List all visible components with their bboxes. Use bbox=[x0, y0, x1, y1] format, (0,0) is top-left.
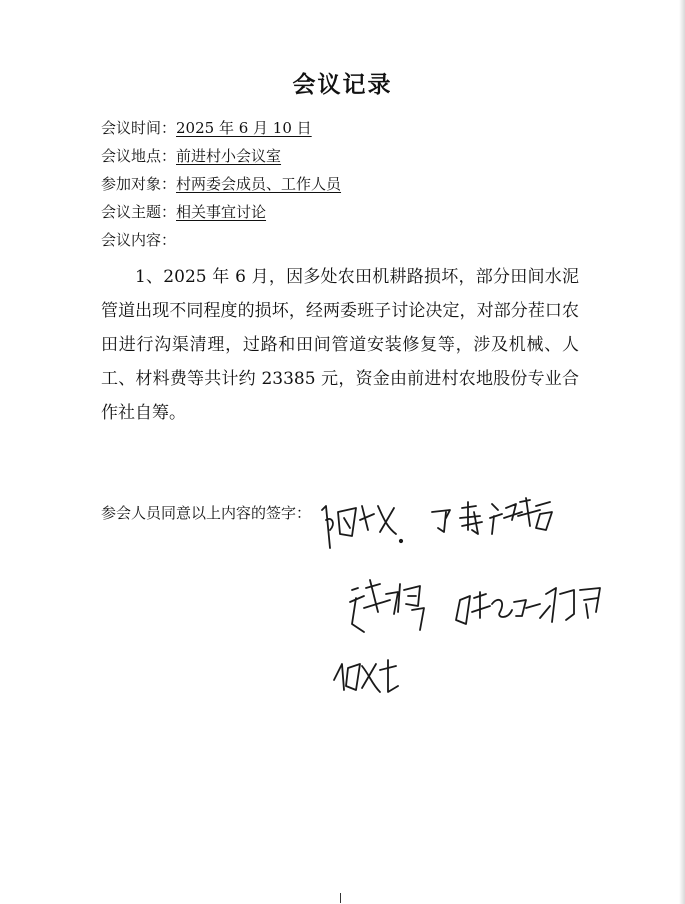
meeting-location-label: 会议地点： bbox=[101, 147, 177, 165]
attendees-value: 村两委会成员、工作人员 bbox=[176, 175, 342, 193]
meeting-location-value: 前进村小会议室 bbox=[176, 147, 282, 165]
meeting-content-row bbox=[101, 230, 176, 250]
signature-5 bbox=[456, 592, 540, 624]
signature-7 bbox=[334, 660, 398, 692]
signature-4 bbox=[350, 580, 424, 632]
meeting-time-row bbox=[101, 118, 312, 138]
meeting-content-label: 会议内容： bbox=[101, 231, 177, 249]
page-marker bbox=[340, 893, 341, 903]
meeting-content-paragraph: 1、2025 年 6 月，因多处农田机耕路损坏，部分田间水泥管道出现不同程度的损坏，经两委班子讨论决定，对部分茬口农田进行沟渠清理，过路和田间管道安装修复等，涉及机械、人工、材料费等共计约 23385 元，资金由前进村农地股份专业合作社自筹。 bbox=[101, 267, 579, 423]
signature-3 bbox=[490, 498, 552, 534]
document-title: 会议记录 bbox=[292, 72, 393, 98]
attendees-label: 参加对象： bbox=[101, 175, 177, 193]
attendees-row bbox=[101, 174, 341, 194]
signature-6 bbox=[540, 588, 600, 622]
signature-label: 参会人员同意以上内容的签字： bbox=[101, 504, 312, 522]
scan-edge-shadow bbox=[679, 0, 685, 904]
meeting-topic-row bbox=[101, 202, 266, 222]
meeting-time-value: 2025 年 6 月 10 日 bbox=[176, 119, 312, 137]
signature-1 bbox=[322, 506, 396, 548]
meeting-time-label: 会议时间： bbox=[101, 119, 177, 137]
signature-2 bbox=[432, 502, 482, 534]
meeting-topic-value: 相关事宜讨论 bbox=[176, 203, 267, 221]
meeting-location-row bbox=[101, 146, 305, 166]
meeting-topic-label: 会议主题： bbox=[101, 203, 177, 221]
ink-dot bbox=[400, 540, 402, 542]
